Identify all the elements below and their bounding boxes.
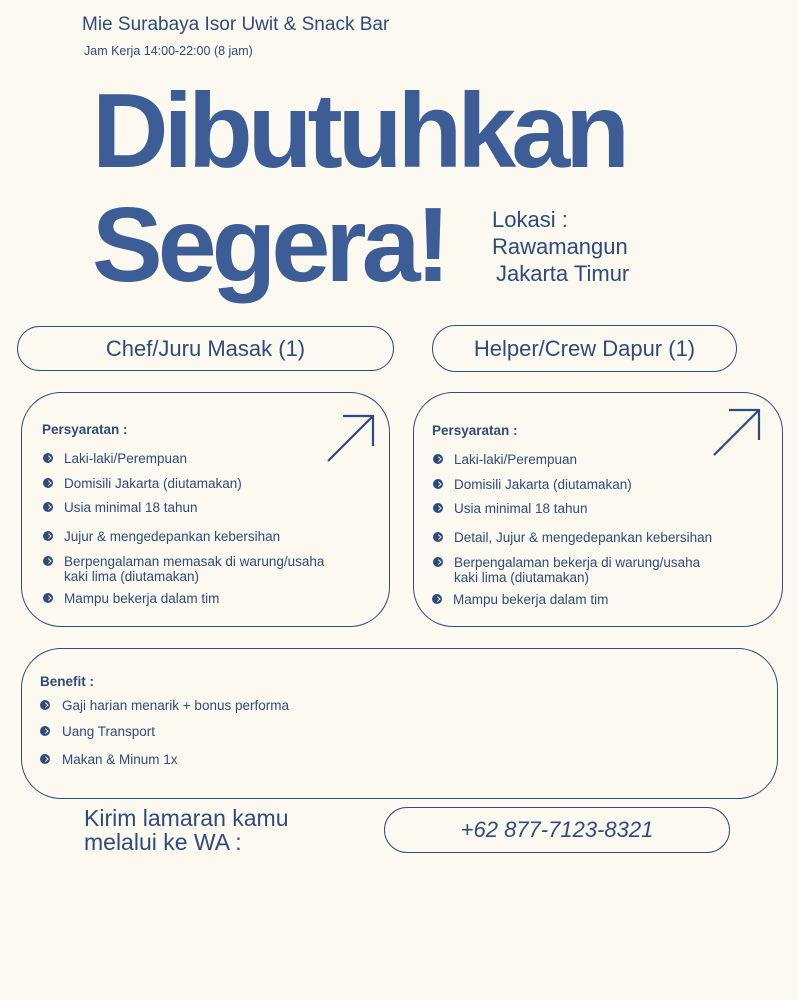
location-label: Lokasi : (492, 207, 568, 232)
bullet-arrow-icon (433, 479, 443, 489)
chef-req-item: Domisili Jakarta (diutamakan) (64, 476, 242, 491)
location-city: Jakarta Timur (496, 261, 630, 286)
business-name: Mie Surabaya Isor Uwit & Snack Bar (82, 14, 390, 35)
helper-req-item: Detail, Jujur & mengedepankan kebersihan (454, 530, 713, 545)
chef-req-item: Berpengalaman memasak di warung/usaha (64, 554, 325, 569)
headline-line2: Segera! (92, 186, 446, 304)
whatsapp-phone-number: +62 877-7123-8321 (460, 817, 654, 842)
arrow-up-right-icon (712, 407, 762, 457)
bullet-arrow-icon (433, 557, 443, 567)
benefit-item: Gaji harian menarik + bonus performa (62, 698, 289, 713)
cta-line2: melalui ke WA : (84, 829, 242, 855)
bullet-arrow-icon (43, 593, 53, 603)
bullet-arrow-icon (43, 478, 53, 488)
bullet-arrow-icon (432, 594, 442, 604)
bullet-arrow-icon (433, 532, 443, 542)
helper-req-item: Usia minimal 18 tahun (454, 501, 588, 516)
position-chef-pill (17, 326, 394, 371)
position-helper-pill (432, 325, 737, 372)
arrow-up-right-icon (326, 413, 376, 463)
benefit-title: Benefit : (40, 674, 94, 689)
helper-req-item-continued: kaki lima (diutamakan) (454, 570, 590, 585)
helper-req-item: Domisili Jakarta (diutamakan) (454, 477, 632, 492)
position-helper-title: Helper/Crew Dapur (1) (473, 335, 696, 361)
bullet-arrow-icon (433, 503, 443, 513)
cta-text (84, 806, 289, 854)
chef-req-item: Usia minimal 18 tahun (64, 500, 198, 515)
chef-req-item: Jujur & mengedepankan kebersihan (64, 529, 281, 544)
benefit-item: Makan & Minum 1x (62, 752, 178, 767)
bullet-arrow-icon (43, 502, 53, 512)
helper-req-item: Laki-laki/Perempuan (454, 452, 578, 467)
helper-requirements-title: Persyaratan : (432, 423, 518, 438)
cta-line1: Kirim lamaran kamu (84, 805, 289, 831)
benefit-item: Uang Transport (62, 724, 156, 739)
location-area: Rawamangun (492, 234, 628, 259)
work-hours: Jam Kerja 14:00-22:00 (8 jam) (84, 44, 253, 58)
bullet-arrow-icon (433, 454, 443, 464)
chef-req-item: Laki-laki/Perempuan (64, 451, 188, 466)
bullet-arrow-icon (40, 754, 50, 764)
headline-line1: Dibutuhkan (92, 72, 625, 190)
bullet-arrow-icon (43, 531, 53, 541)
bullet-arrow-icon (40, 726, 50, 736)
bullet-arrow-icon (43, 453, 53, 463)
chef-requirements-title: Persyaratan : (42, 422, 128, 437)
location-block (492, 206, 629, 287)
chef-req-item: Mampu bekerja dalam tim (64, 591, 220, 606)
bullet-arrow-icon (40, 700, 50, 710)
chef-req-item-continued: kaki lima (diutamakan) (64, 569, 200, 584)
whatsapp-phone-pill[interactable] (384, 807, 730, 853)
position-chef-title: Chef/Juru Masak (1) (105, 335, 306, 361)
helper-req-item: Mampu bekerja dalam tim (453, 592, 609, 607)
helper-req-item: Berpengalaman bekerja di warung/usaha (454, 555, 701, 570)
bullet-arrow-icon (43, 556, 53, 566)
